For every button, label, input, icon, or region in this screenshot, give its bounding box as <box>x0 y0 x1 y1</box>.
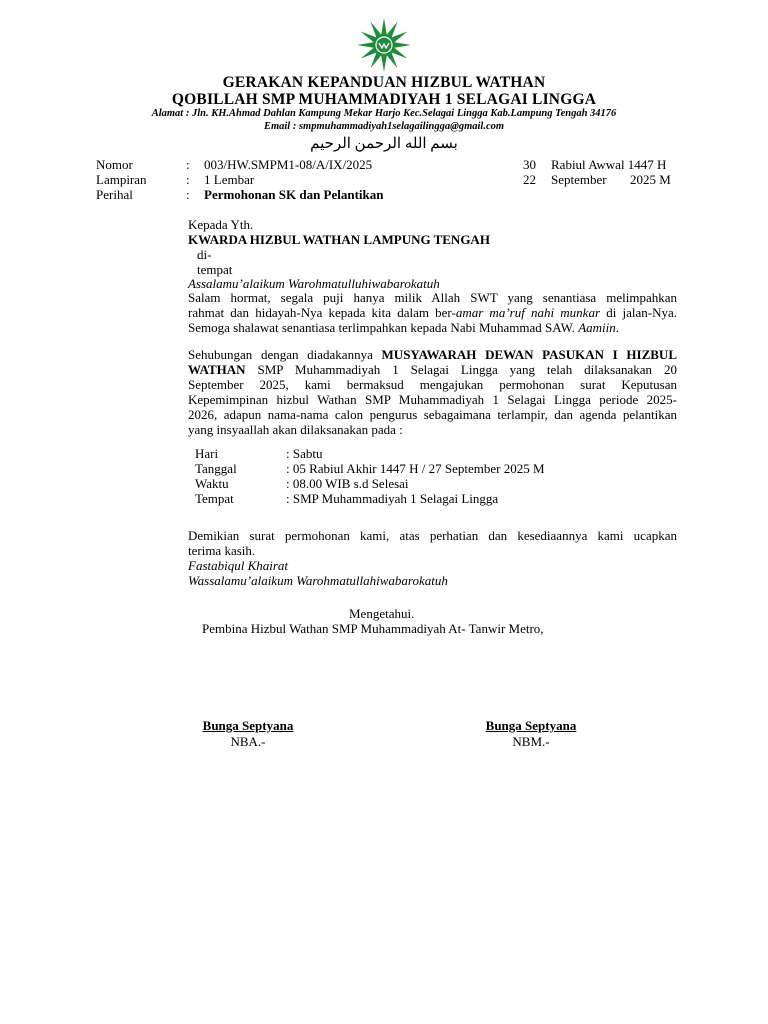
schedule-value: : SMP Muhammadiyah 1 Selagai Lingga <box>286 491 499 506</box>
hijri-month-year: Rabiul Awwal 1447 H <box>551 157 667 172</box>
closing-line-1: Demikian surat permohonan kami, atas perhatian dan kesediaannya kami ucapkan <box>188 528 677 543</box>
main-line-3: September 2025, kami bermaksud mengajukan permohonan surat Keputusan <box>188 377 677 392</box>
main-line-6: yang insyaallah akan dilaksanakan pada : <box>188 422 403 437</box>
opening-line-2: rahmat dan hidayah-Nya kepada kita dalam ber-amar ma’ruf nahi munkar di jalan-Nya. <box>188 305 677 320</box>
perihal-label: Perihal <box>96 187 133 202</box>
kepada-yth: Kepada Yth. <box>188 217 254 232</box>
schedule-value: : 08.00 WIB s.d Selesai <box>286 476 409 491</box>
schedule-value: : Sabtu <box>286 446 323 461</box>
greg-day: 22 <box>523 172 536 187</box>
colon: : <box>186 157 190 172</box>
colon: : <box>186 172 190 187</box>
left-signer-id: NBA.- <box>230 734 266 749</box>
org-email: Email : smpmuhammadiyah1selagailingga@gmail.com <box>263 121 505 132</box>
recipient-di: di- <box>197 247 212 262</box>
opening-line-3: Semoga shalawat senantiasa terlimpahkan kepada Nabi Muhammad SAW. Aamiin. <box>188 320 619 335</box>
schedule-label: Tanggal <box>195 461 237 476</box>
nomor-value: 003/HW.SMPM1-08/A/IX/2025 <box>204 157 373 172</box>
closing-paragraph <box>188 528 677 558</box>
org-name-line2: QOBILLAH SMP MUHAMMADIYAH 1 SELAGAI LINGGA <box>171 91 597 108</box>
hijri-date <box>523 157 675 172</box>
right-signer-block <box>453 718 609 750</box>
perihal-value: Permohonan SK dan Pelantikan <box>204 187 384 202</box>
hizbul-wathan-logo <box>357 18 411 72</box>
opening-salam: Assalamu’alaikum Warohmatulluhiwabarokatuh <box>188 276 440 291</box>
recipient-name: KWARDA HIZBUL WATHAN LAMPUNG TENGAH <box>188 232 490 247</box>
recipient-tempat: tempat <box>197 262 233 277</box>
schedule-label: Hari <box>195 446 219 461</box>
main-line-4: Kepemimpinan hizbul Wathan SMP Muhammadiyah 1 Selagai Lingga periode 2025- <box>188 392 677 407</box>
org-name-line1: GERAKAN KEPANDUAN HIZBUL WATHAN <box>222 74 546 91</box>
right-signer-id: NBM.- <box>512 734 550 749</box>
left-signer-block <box>170 718 326 750</box>
mengetahui: Mengetahui. <box>349 606 415 621</box>
main-paragraph <box>188 347 677 437</box>
schedule-value: : 05 Rabiul Akhir 1447 H / 27 September 2025 M <box>286 461 545 476</box>
schedule-label: Tempat <box>195 491 234 506</box>
greg-year: 2025 M <box>630 172 671 187</box>
pembina-title: Pembina Hizbul Wathan SMP Muhammadiyah At- Tanwir Metro, <box>202 621 544 636</box>
fastabiqul-khairat: Fastabiqul Khairat <box>188 558 289 573</box>
basmalah: بسم الله الرحمن الرحيم <box>310 136 458 152</box>
closing-line-2: terima kasih. <box>188 543 256 558</box>
lampiran-label: Lampiran <box>96 172 147 187</box>
hijri-day: 30 <box>523 157 536 172</box>
opening-line-1: Salam hormat, segala puji hanya milik Allah SWT yang senantiasa melimpahkan <box>188 290 677 305</box>
closing-salam: Wassalamu’alaikum Warohmatullahiwabarokatuh <box>188 573 448 588</box>
main-line-1: Sehubungan dengan diadakannya MUSYAWARAH DEWAN PASUKAN I HIZBUL <box>188 347 677 362</box>
greg-month: September <box>551 172 607 187</box>
schedule-label: Waktu <box>195 476 229 491</box>
main-line-2: WATHAN SMP Muhammadiyah 1 Selagai Lingga yang telah dilaksanakan 20 <box>188 362 677 377</box>
left-signer-name: Bunga Septyana <box>202 718 294 733</box>
right-signer-name: Bunga Septyana <box>485 718 577 733</box>
org-address: Alamat : Jln. KH.Ahmad Dahlan Kampung Mekar Harjo Kec.Selagai Lingga Kab.Lampung Tengah 34176 <box>151 108 617 119</box>
colon: : <box>186 187 190 202</box>
nomor-label: Nomor <box>96 157 133 172</box>
lampiran-value: 1 Lembar <box>204 172 255 187</box>
main-line-5: 2026, adapun nama-nama calon pengurus sebagaimana terlampir, dan agenda pelantikan <box>188 407 677 422</box>
opening-paragraph <box>188 290 677 335</box>
